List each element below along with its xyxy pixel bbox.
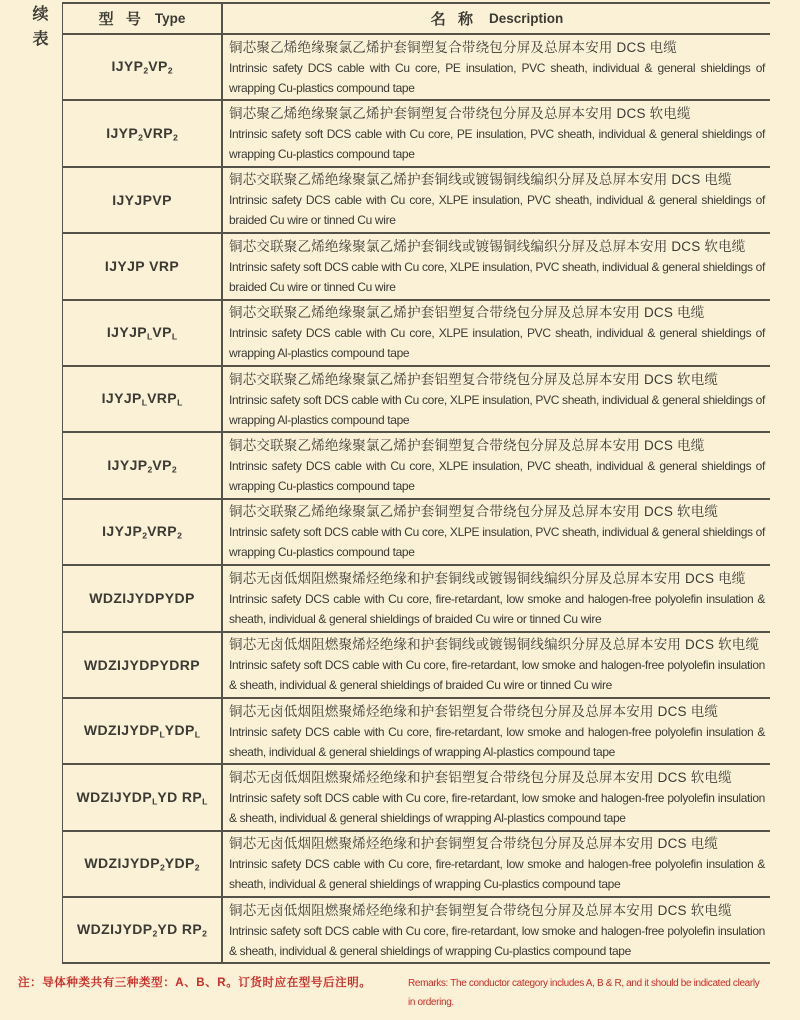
description-cell bbox=[223, 633, 770, 697]
type-cell bbox=[63, 433, 223, 497]
cable-type-code: WDZIJYDPYDRP bbox=[83, 656, 201, 673]
description-zh: 铜芯交联聚乙烯绝缘聚氯乙烯护套铜线或镀锡铜线编织分屏及总屏本安用 DCS 软电缆 bbox=[229, 238, 746, 254]
cable-type-code: $IJYJP_LVRP_L$ bbox=[101, 390, 183, 408]
cable-type-code: $WDZIJYDP_2YDP_2$ bbox=[84, 855, 200, 873]
description-zh: 铜芯无卤低烟阻燃聚烯烃绝缘和护套铝塑复合带绕包分屏及总屏本安用 DCS 电缆 bbox=[229, 703, 719, 719]
cable-type-code: WDZIJYDPYDP bbox=[89, 590, 195, 607]
description-en: Intrinsic safety DCS cable with Cu core, fire-retardant, low smoke and halogen-free polyolefin insulation & sheath, individual & general shieldings of braided Cu wire or tinned Cu wire bbox=[229, 591, 765, 626]
description-cell bbox=[223, 101, 770, 165]
type-cell bbox=[63, 633, 223, 697]
description-zh: 铜芯无卤低烟阻燃聚烯烃绝缘和护套铜塑复合带绕包分屏及总屏本安用 DCS 电缆 bbox=[229, 836, 719, 852]
type-cell bbox=[63, 168, 223, 232]
description-zh: 铜芯聚乙烯绝缘聚氯乙烯护套铜塑复合带绕包分屏及总屏本安用 DCS 电缆 bbox=[229, 39, 678, 55]
table-row bbox=[63, 168, 770, 234]
type-cell bbox=[63, 898, 223, 962]
footer-remarks-line1: Remarks: The conductor category includes A, B & R, and it should be indicated clearly bbox=[408, 978, 760, 989]
description-cell bbox=[223, 699, 770, 763]
description-en: Intrinsic safety soft DCS cable with Cu core, fire-retardant, low smoke and halogen-free polyolefin insulation & sheath, individual & general shieldings of wrapping Cu-plastics compound tape bbox=[229, 923, 765, 958]
type-cell bbox=[63, 566, 223, 630]
type-header-en: Type bbox=[154, 11, 186, 26]
column-header-type bbox=[63, 4, 223, 33]
cable-type-code: IJYJPVP bbox=[112, 191, 172, 208]
type-cell bbox=[63, 35, 223, 99]
type-cell bbox=[63, 699, 223, 763]
cable-type-code: $IJYJP_LVP_L$ bbox=[106, 323, 178, 342]
type-cell bbox=[63, 101, 223, 165]
description-zh: 铜芯交联聚乙烯绝缘聚氯乙烯护套铝塑复合带绕包分屏及总屏本安用 DCS 电缆 bbox=[229, 305, 705, 321]
table-row bbox=[63, 367, 770, 433]
cable-type-code: $IJYJP_2VP_2$ bbox=[107, 456, 177, 475]
type-cell bbox=[63, 301, 223, 365]
description-header-en: Description bbox=[488, 11, 564, 26]
cable-type-code: $IJYP_2VRP_2$ bbox=[106, 124, 178, 143]
description-cell bbox=[223, 367, 770, 431]
cable-type-code: $IJYJP_2VRP_2$ bbox=[102, 523, 182, 541]
description-cell bbox=[223, 566, 770, 630]
type-cell bbox=[63, 234, 223, 298]
table-row bbox=[63, 35, 770, 101]
description-zh: 铜芯无卤低烟阻燃聚烯烃绝缘和护套铜塑复合带绕包分屏及总屏本安用 DCS 软电缆 bbox=[229, 902, 732, 918]
table-row bbox=[63, 101, 770, 167]
description-en: Intrinsic safety soft DCS cable with Cu core, fire-retardant, low smoke and halogen-free polyolefin insulation & sheath, individual & general shieldings of braided Cu wire or tinned Cu wire bbox=[229, 658, 765, 693]
description-en: Intrinsic safety soft DCS cable with Cu core, XLPE insulation, PVC sheath, individual & general shieldings of braided Cu wire or tinned Cu wire bbox=[229, 259, 765, 294]
footer-remarks-en bbox=[408, 974, 759, 1012]
cable-type-table bbox=[62, 2, 770, 964]
description-cell bbox=[223, 832, 770, 896]
description-zh: 铜芯交联聚乙烯绝缘聚氯乙烯护套铜塑复合带绕包分屏及总屏本安用 DCS 电缆 bbox=[229, 438, 705, 454]
description-zh: 铜芯无卤低烟阻燃聚烯烃绝缘和护套铜线或镀锡铜线编织分屏及总屏本安用 DCS 电缆 bbox=[229, 570, 746, 586]
type-header-zh: 型 号 bbox=[98, 11, 145, 28]
table-row bbox=[63, 433, 770, 499]
description-en: Intrinsic safety DCS cable with Cu core, PE insulation, PVC sheath, individual & general shieldings of wrapping Cu-plastics compound tape bbox=[229, 60, 765, 95]
table-row bbox=[63, 633, 770, 699]
footer-remarks-line2: in ordering. bbox=[408, 997, 454, 1008]
description-zh: 铜芯聚乙烯绝缘聚氯乙烯护套铜塑复合带绕包分屏及总屏本安用 DCS 软电缆 bbox=[229, 106, 691, 122]
description-zh: 铜芯交联聚乙烯绝缘聚氯乙烯护套铜塑复合带绕包分屏及总屏本安用 DCS 软电缆 bbox=[229, 504, 719, 520]
type-cell bbox=[63, 500, 223, 564]
table-row bbox=[63, 234, 770, 300]
table-row bbox=[63, 699, 770, 765]
column-header-description bbox=[223, 4, 770, 33]
footer-note-zh: 注：导体种类共有三种类型：A、B、R。订货时应在型号后注明。 bbox=[18, 977, 372, 989]
description-zh: 铜芯无卤低烟阻燃聚烯烃绝缘和护套铜线或镀锡铜线编织分屏及总屏本安用 DCS 软电缆 bbox=[229, 637, 760, 653]
description-en: Intrinsic safety soft DCS cable with Cu core, XLPE insulation, PVC sheath, individual & general shieldings of wrapping Cu-plastics compound tape bbox=[229, 525, 765, 560]
cable-type-code: $WDZIJYDP_LYDP_L$ bbox=[83, 722, 201, 740]
description-en: Intrinsic safety soft DCS cable with Cu core, XLPE insulation, PVC sheath, individual & general shieldings of wrapping Al-plastics compound tape bbox=[229, 392, 765, 427]
table-header-row bbox=[63, 4, 770, 35]
description-cell bbox=[223, 301, 770, 365]
continued-table-label: 续表 bbox=[30, 5, 47, 55]
description-cell bbox=[223, 433, 770, 497]
cable-type-code: $IJYP_2VP_2$ bbox=[111, 58, 173, 76]
description-zh: 铜芯交联聚乙烯绝缘聚氯乙烯护套铜线或镀锡铜线编织分屏及总屏本安用 DCS 电缆 bbox=[229, 172, 732, 188]
cable-type-code: $WDZIJYDP_2YD$ $RP_2$ bbox=[77, 921, 207, 940]
table-row bbox=[63, 832, 770, 898]
description-cell bbox=[223, 234, 770, 298]
description-cell bbox=[223, 500, 770, 564]
table-row bbox=[63, 898, 770, 964]
description-header-zh: 名 称 bbox=[430, 11, 477, 28]
description-cell bbox=[223, 898, 770, 962]
cable-type-code: IJYJP VRP bbox=[104, 258, 180, 275]
description-en: Intrinsic safety DCS cable with Cu core, XLPE insulation, PVC sheath, individual & general shieldings of braided Cu wire or tinned Cu wire bbox=[229, 193, 765, 228]
table-row bbox=[63, 566, 770, 632]
description-cell bbox=[223, 35, 770, 99]
description-en: Intrinsic safety soft DCS cable with Cu core, fire-retardant, low smoke and halogen-free polyolefin insulation & sheath, individual & general shieldings of wrapping Al-plastics compound tape bbox=[229, 791, 765, 825]
table-row bbox=[63, 301, 770, 367]
description-zh: 铜芯无卤低烟阻燃聚烯烃绝缘和护套铝塑复合带绕包分屏及总屏本安用 DCS 软电缆 bbox=[229, 770, 732, 785]
description-en: Intrinsic safety soft DCS cable with Cu core, PE insulation, PVC sheath, individual & general shieldings of wrapping Cu-plastics compound tape bbox=[229, 127, 765, 162]
table-row bbox=[63, 500, 770, 566]
table-body bbox=[63, 35, 770, 964]
description-cell bbox=[223, 765, 770, 829]
cable-type-code: $WDZIJYDP_LYD$ $RP_L$ bbox=[76, 788, 208, 807]
description-cell bbox=[223, 168, 770, 232]
description-en: Intrinsic safety DCS cable with Cu core, fire-retardant, low smoke and halogen-free polyolefin insulation & sheath, individual & general shieldings of wrapping Cu-plastics compound tape bbox=[229, 857, 765, 892]
type-cell bbox=[63, 765, 223, 829]
description-en: Intrinsic safety DCS cable with Cu core, XLPE insulation, PVC sheath, individual & general shieldings of wrapping Al-plastics compound tape bbox=[229, 326, 765, 361]
table-row bbox=[63, 765, 770, 831]
description-en: Intrinsic safety DCS cable with Cu core, XLPE insulation, PVC sheath, individual & general shieldings of wrapping Cu-plastics compound tape bbox=[229, 459, 765, 494]
type-cell bbox=[63, 367, 223, 431]
type-cell bbox=[63, 832, 223, 896]
description-zh: 铜芯交联聚乙烯绝缘聚氯乙烯护套铝塑复合带绕包分屏及总屏本安用 DCS 软电缆 bbox=[229, 371, 719, 387]
description-en: Intrinsic safety DCS cable with Cu core, fire-retardant, low smoke and halogen-free polyolefin insulation & sheath, individual & general shieldings of wrapping Al-plastics compound tape bbox=[229, 724, 765, 759]
